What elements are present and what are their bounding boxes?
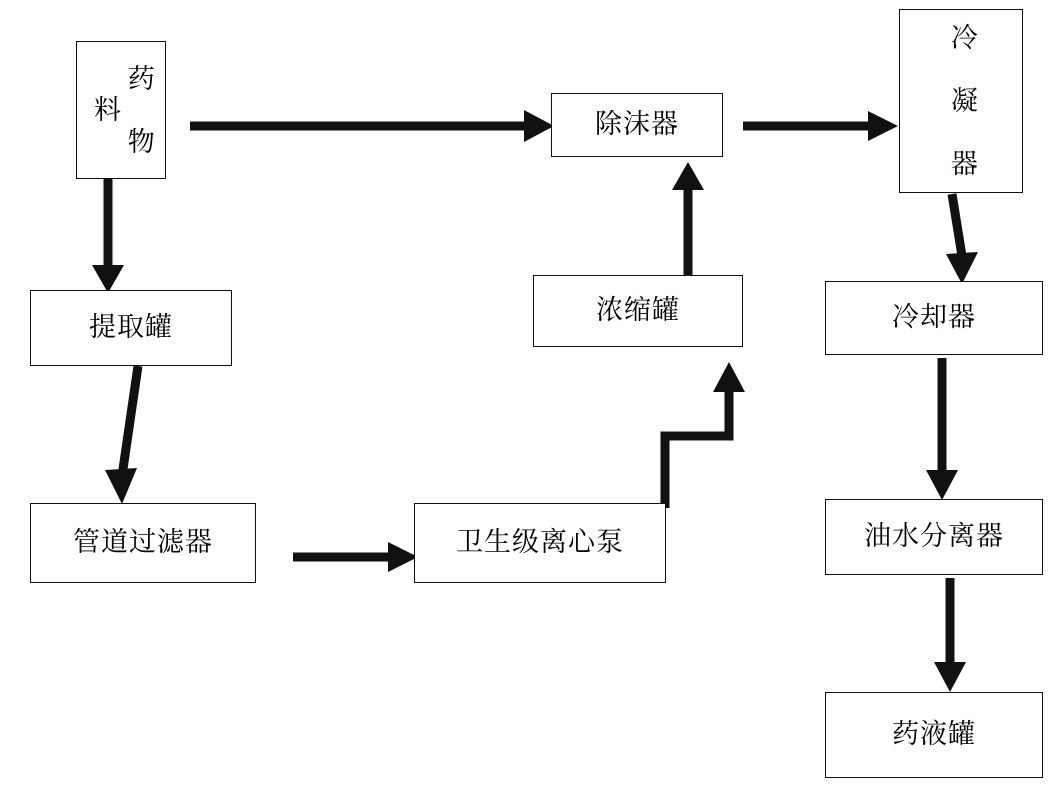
node-sanitary-pump[interactable]: 卫生级离心泵 <box>414 503 666 583</box>
arrow-cooler-to-separator <box>920 356 964 502</box>
node-extraction-tank[interactable]: 提取罐 <box>30 290 232 366</box>
arrow-pump-to-concentration-tank <box>645 360 755 510</box>
node-drug-material[interactable]: 药 物 料 <box>76 41 166 179</box>
arrow-drug-material-to-defoamer <box>186 106 556 146</box>
arrow-separator-to-liquid-tank <box>928 576 972 694</box>
arrow-extraction-tank-to-filter <box>100 364 160 506</box>
node-pipeline-filter[interactable]: 管道过滤器 <box>30 503 256 583</box>
node-condenser[interactable]: 冷 凝 器 <box>899 9 1023 193</box>
node-liquid-tank[interactable]: 药液罐 <box>825 692 1043 778</box>
arrow-condenser-to-cooler <box>930 192 986 286</box>
arrow-defoamer-to-condenser <box>740 106 900 146</box>
node-defoamer[interactable]: 除沫器 <box>551 93 723 157</box>
node-oil-water-separator[interactable]: 油水分离器 <box>825 499 1043 575</box>
arrow-filter-to-pump <box>290 537 420 577</box>
arrow-drug-material-to-extraction-tank <box>86 175 130 295</box>
node-concentration-tank[interactable]: 浓缩罐 <box>533 275 743 347</box>
node-cooler[interactable]: 冷却器 <box>825 281 1043 355</box>
arrow-concentration-tank-to-defoamer <box>666 162 710 280</box>
